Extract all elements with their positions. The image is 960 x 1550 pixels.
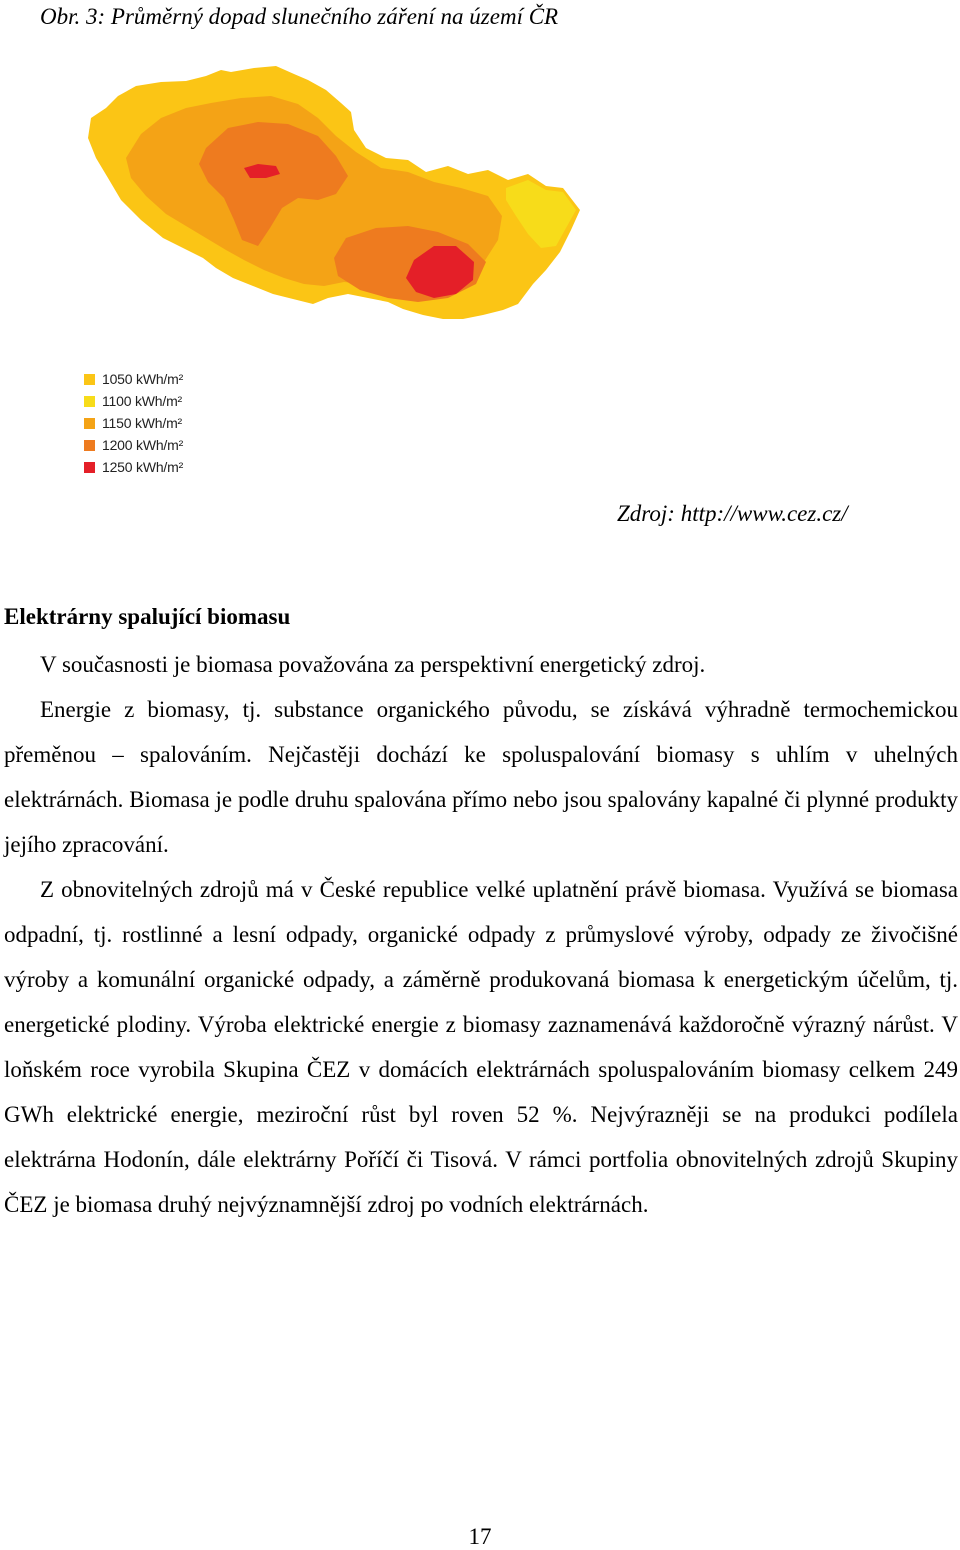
legend-swatch xyxy=(84,418,95,429)
section-heading: Elektrárny spalující biomasu xyxy=(4,604,291,629)
legend-label: 1100 kWh/m² xyxy=(102,393,183,409)
legend-swatch xyxy=(84,462,95,473)
legend-item-1250 xyxy=(84,456,183,478)
legend-label: 1200 kWh/m² xyxy=(102,437,184,453)
legend-swatch xyxy=(84,374,95,385)
legend-item-1100 xyxy=(84,390,183,412)
legend-label: 1150 kWh/m² xyxy=(102,415,183,431)
czech-republic-solar-map xyxy=(36,48,636,348)
section-body xyxy=(4,642,958,1227)
legend-swatch xyxy=(84,440,95,451)
page-number: 17 xyxy=(468,1524,492,1549)
paragraph: Energie z biomasy, tj. substance organického původu, se získává výhradně termochemickou přeměnou – spalováním. Nejčastěji dochází ke spoluspalování biomasy s uhlím v uhelných elektrárnách. Biomasa je podle druhu spalována přímo nebo jsou spalovány kapalné či plynné produkty jejího zpracování. xyxy=(4,697,958,857)
paragraph: V současnosti je biomasa považována za perspektivní energetický zdroj. xyxy=(40,652,706,677)
legend-swatch xyxy=(84,396,95,407)
map-legend xyxy=(84,368,183,478)
legend-label: 1050 kWh/m² xyxy=(102,371,184,387)
legend-label: 1250 kWh/m² xyxy=(102,459,184,475)
legend-item-1050 xyxy=(84,368,183,390)
figure-source: Zdroj: http://www.cez.cz/ xyxy=(617,501,848,526)
solar-irradiation-figure xyxy=(36,48,636,528)
paragraph: Z obnovitelných zdrojů má v České republice velké uplatnění právě biomasa. Využívá se biomasa odpadní, tj. rostlinné a lesní odpady, organické odpady z průmyslové výroby, odpady ze živočišné výroby a komunální organické odpady, a záměrně produkovaná biomasa k energetickým účelům, tj. energetické plodiny. Výroba elektrické energie z biomasy zaznamenává každoročně výrazný nárůst. V loňském roce vyrobila Skupina ČEZ v domácích elektrárnách spoluspalováním biomasy celkem 249 GWh elektrické energie, meziroční růst byl roven 52 %. Nejvýrazněji se na produkci podílela elektrárna Hodonín, dále elektrárny Poříčí či Tisová. V rámci portfolia obnovitelných zdrojů Skupiny ČEZ je biomasa druhý nejvýznamnější zdroj po vodních elektrárnách. xyxy=(4,877,958,1217)
legend-item-1150 xyxy=(84,412,183,434)
legend-item-1200 xyxy=(84,434,183,456)
figure-caption: Obr. 3: Průměrný dopad slunečního záření na území ČR xyxy=(40,4,559,29)
